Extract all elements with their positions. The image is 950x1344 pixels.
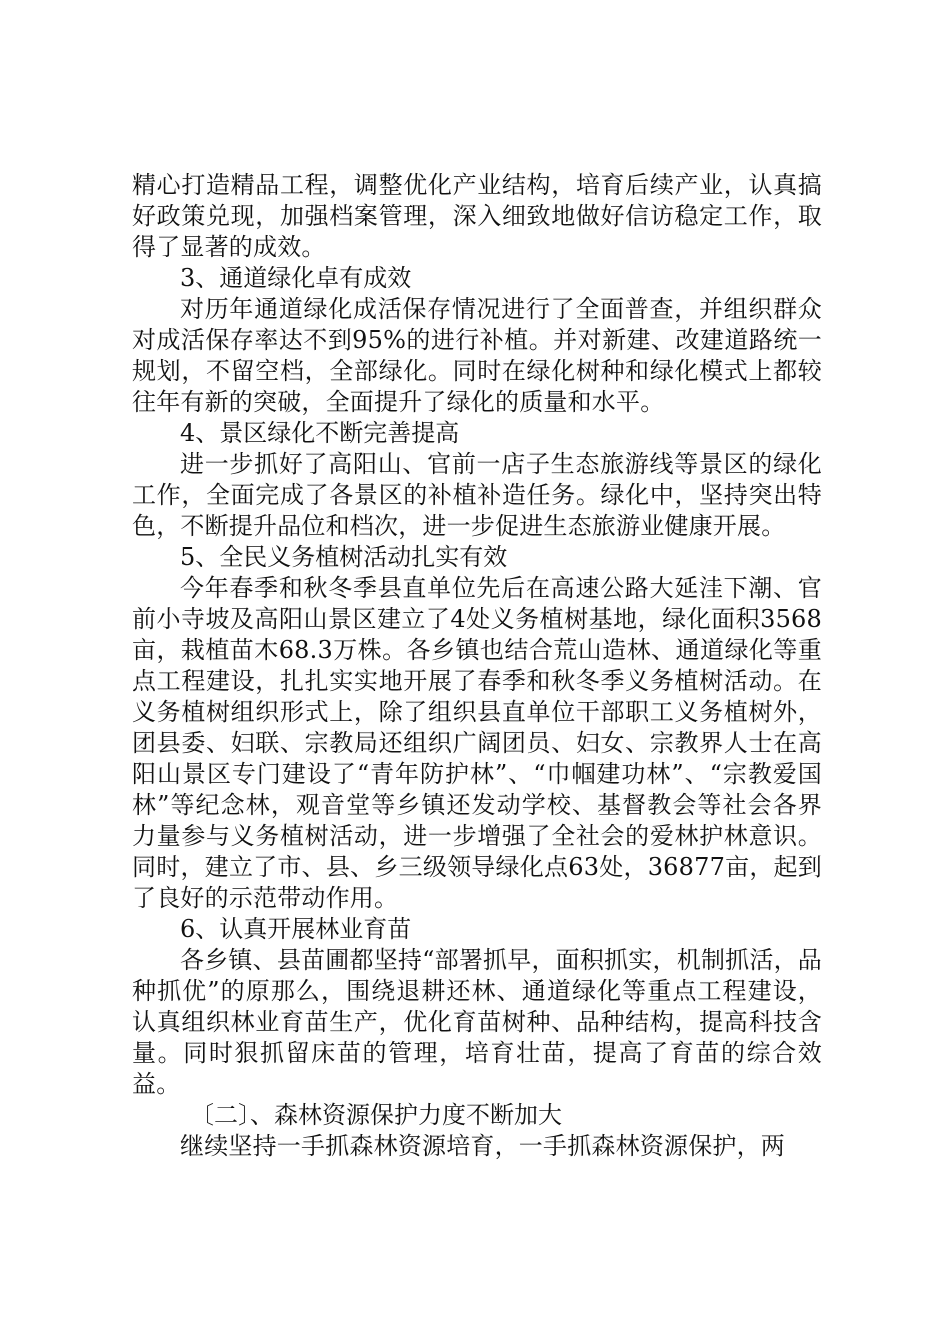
document-page: [132, 170, 822, 1162]
paragraph: 今年春季和秋冬季县直单位先后在高速公路大延洼下潮、官前小寺坡及高阳山景区建立了4处义务植树基地，绿化面积3568亩，栽植苗木68.3万株。各乡镇也结合荒山造林、通道绿化等重点工程建设，扎扎实实地开展了春季和秋冬季义务植树活动。在义务植树组织形式上，除了组织县直单位干部职工义务植树外，团县委、妇联、宗教局还组织广阔团员、妇女、宗教界人士在高阳山景区专门建设了“青年防护林”、“巾帼建功林”、“宗教爱国林”等纪念林，观音堂等乡镇还发动学校、基督教会等社会各界力量参与义务植树活动，进一步增强了全社会的爱林护林意识。同时，建立了市、县、乡三级领导绿化点63处，36877亩，起到了良好的示范带动作用。: [132, 574, 822, 912]
section-heading: 5、全民义务植树活动扎实有效: [180, 543, 508, 571]
section-heading: 3、通道绿化卓有成效: [180, 264, 412, 292]
paragraph: 对历年通道绿化成活保存情况进行了全面普查，并组织群众对成活保存率达不到95%的进行补植。并对新建、改建道路统一规划，不留空档，全部绿化。同时在绿化树种和绿化模式上都较往年有新的突破，全面提升了绿化的质量和水平。: [132, 295, 822, 416]
paragraph: 进一步抓好了高阳山、官前一店子生态旅游线等景区的绿化工作，全面完成了各景区的补植补造任务。绿化中，坚持突出特色，不断提升品位和档次，进一步促进生态旅游业健康开展。: [132, 450, 822, 540]
paragraph: 精心打造精品工程，调整优化产业结构，培育后续产业，认真搞好政策兑现，加强档案管理，深入细致地做好信访稳定工作，取得了显著的成效。: [132, 171, 822, 261]
paragraph: 继续坚持一手抓森林资源培育，一手抓森林资源保护，两: [180, 1132, 785, 1160]
major-section-heading: 〔二〕、森林资源保护力度不断加大: [190, 1101, 562, 1129]
section-heading: 4、景区绿化不断完善提高: [180, 419, 460, 447]
section-heading: 6、认真开展林业育苗: [180, 915, 412, 943]
paragraph: 各乡镇、县苗圃都坚持“部署抓早，面积抓实，机制抓活，品种抓优”的原那么，围绕退耕还林、通道绿化等重点工程建设，认真组织林业育苗生产，优化育苗树种、品种结构，提高科技含量。同时狠抓留床苗的管理，培育壮苗，提高了育苗的综合效益。: [132, 946, 822, 1098]
